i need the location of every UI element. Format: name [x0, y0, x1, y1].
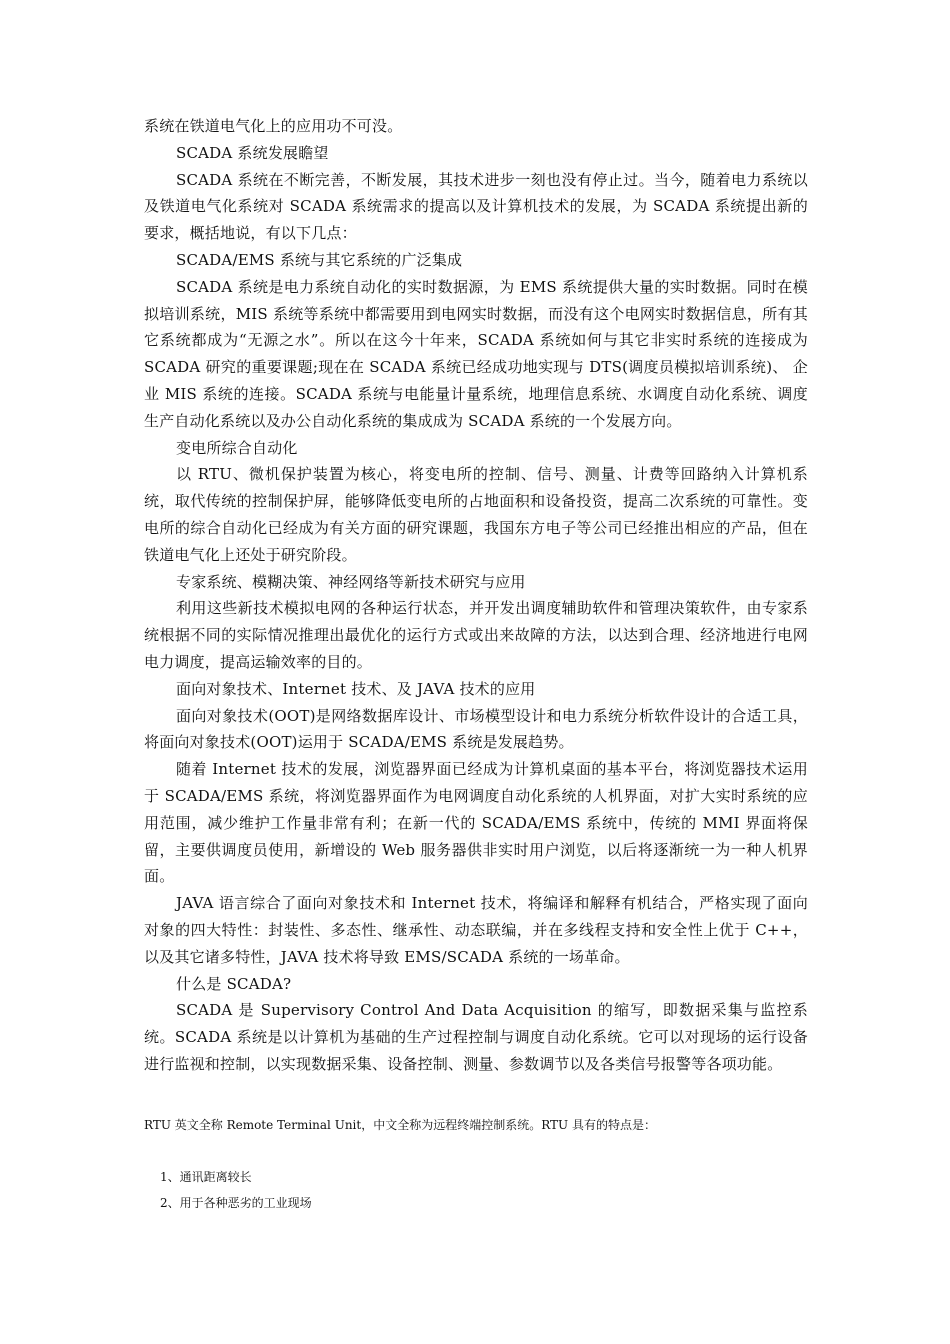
paragraph-integration: SCADA 系统是电力系统自动化的实时数据源，为 EMS 系统提供大量的实时数据。同时在模拟培训系统，MIS 系统等系统中都需要用到电网实时数据，而没有这个电网实时数据信息，所有其它系统都成为“无源之水”。所以在这今十年来，SCADA 系统如何与其它非实时系统的连接成为SCADA 研究的重要课题;现在在 SCADA 系统已经成功地实现与 DTS(调度员模拟培训系统)、 企业 MIS 系统的连接。SCADA 系统与电能量计量系统，地理信息系统、水调度自动化系统、调度生产自动化系统以及办公自动化系统的集成成为 SCADA 系统的一个发展方向。	[144, 277, 808, 430]
rtu-feature-list	[144, 1164, 824, 1216]
paragraph-substation: 以 RTU、微机保护装置为核心，将变电所的控制、信号、测量、计费等回路纳入计算机系统，取代传统的控制保护屏，能够降低变电所的占地面积和设备投资，提高二次系统的可靠性。变电所的综合自动化已经成为有关方面的研究课题，我国东方电子等公司已经推出相应的产品，但在铁道电气化上还处于研究阶段。	[144, 465, 808, 564]
list-item: 1、通讯距离较长	[160, 1170, 252, 1184]
paragraph-oot: 面向对象技术(OOT)是网络数据库设计、市场模型设计和电力系统分析软件设计的合适工具，将面向对象技术(OOT)运用于 SCADA/EMS 系统是发展趋势。	[144, 706, 808, 752]
paragraph-outlook: SCADA 系统在不断完善，不断发展，其技术进步一刻也没有停止过。当今，随着电力系统以及铁道电气化系统对 SCADA 系统需求的提高以及计算机技术的发展，为 SCADA 系统提出新的要求，概括地说，有以下几点：	[144, 170, 808, 243]
section-heading-substation: 变电所综合自动化	[176, 438, 298, 457]
paragraph-intro: 系统在铁道电气化上的应用功不可没。	[144, 117, 403, 135]
rtu-intro: RTU 英文全称 Remote Terminal Unit，中文全称为远程终端控制系统。RTU 具有的特点是：	[144, 1118, 656, 1132]
paragraph-expert-systems: 利用这些新技术模拟电网的各种运行状态，并开发出调度辅助软件和管理决策软件，由专家系统根据不同的实际情况推理出最优化的运行方式或出来故障的方法，以达到合理、经济地进行电网电力调度，提高运输效率的目的。	[144, 599, 808, 671]
section-heading-oot-internet-java: 面向对象技术、Internet 技术、及 JAVA 技术的应用	[176, 679, 536, 698]
section-heading-integration: SCADA/EMS 系统与其它系统的广泛集成	[176, 250, 463, 269]
section-heading-outlook: SCADA 系统发展瞻望	[176, 143, 329, 162]
document-body	[144, 113, 808, 1078]
paragraph-internet: 随着 Internet 技术的发展，浏览器界面已经成为计算机桌面的基本平台，将浏览器技术运用于 SCADA/EMS 系统，将浏览器界面作为电网调度自动化系统的人机界面，对扩大实时系统的应用范围，减少维护工作量非常有利；在新一代的 SCADA/EMS 系统中，传统的 MMI 界面将保留，主要供调度员使用，新增设的 Web 服务器供非实时用户浏览，以后将逐渐统一为一种人机界面。	[144, 760, 808, 886]
section-heading-expert-systems: 专家系统、模糊决策、神经网络等新技术研究与应用	[176, 572, 526, 591]
paragraph-scada-definition: SCADA 是 Supervisory Control And Data Acquisition 的缩写，即数据采集与监控系统。SCADA 系统是以计算机为基础的生产过程控制与调度自动化系统。它可以对现场的运行设备进行监视和控制，以实现数据采集、设备控制、测量、参数调节以及各类信号报警等各项功能。	[144, 1001, 808, 1073]
section-heading-what-is-scada: 什么是 SCADA?	[176, 974, 292, 993]
paragraph-java: JAVA 语言综合了面向对象技术和 Internet 技术，将编译和解释有机结合，严格实现了面向对象的四大特性：封装性、多态性、继承性、动态联编，并在多线程支持和安全性上优于 C++，以及其它诸多特性，JAVA 技术将导致 EMS/SCADA 系统的一场革命。	[144, 894, 808, 966]
list-item: 2、用于各种恶劣的工业现场	[160, 1196, 312, 1210]
